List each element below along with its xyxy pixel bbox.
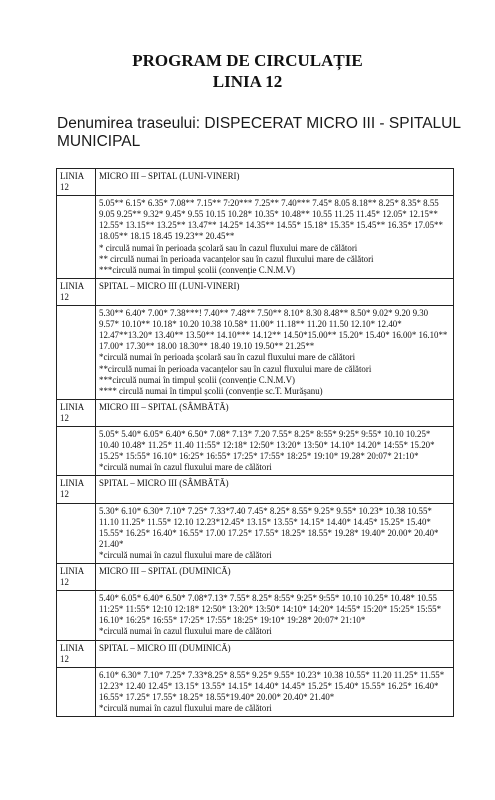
schedule-times-row: [57, 306, 454, 400]
schedule-times-row: [57, 426, 454, 475]
footnote: ** circulă numai în perioada vacanțelor sau în cazul fluxului mare de călători: [99, 253, 374, 264]
departure-times-cell: [96, 503, 454, 563]
footnote: *circulă numai în perioada școlară sau în cazul fluxului mare de călători: [99, 352, 356, 363]
footnote: ***circulă numai în timpul școlii (convenție C.N.M.V): [99, 264, 295, 275]
schedule-header-row: [57, 169, 454, 196]
departure-times-cell: [96, 306, 454, 400]
empty-cell: [57, 503, 96, 563]
line-number-cell: LINIA 12: [57, 640, 96, 667]
footnote: **circulă numai în perioada vacanțelor sau în cazul fluxului mare de călători: [99, 363, 372, 374]
schedule-header-row: [57, 399, 454, 426]
departure-times-cell: [96, 591, 454, 640]
empty-cell: [57, 306, 96, 400]
line-number-cell: LINIA 12: [57, 169, 96, 196]
schedule-times-row: [57, 196, 454, 279]
route-direction-header: MICRO III – SPITAL (LUNI-VINERI): [96, 169, 454, 196]
line-number-cell: LINIA 12: [57, 476, 96, 503]
route-direction-header: SPITAL – MICRO III (SÂMBĂTĂ): [96, 476, 454, 503]
schedule-header-row: [57, 476, 454, 503]
empty-cell: [57, 426, 96, 475]
route-direction-header: MICRO III – SPITAL (DUMINICĂ): [96, 564, 454, 591]
departure-times-cell: [96, 426, 454, 475]
schedule-times-row: [57, 503, 454, 563]
empty-cell: [57, 196, 96, 279]
footnote: **** circulă numai în timpul școlii (convenție sc.T. Murășanu): [99, 385, 323, 396]
footnote: * circulă numai în perioada școlară sau în cazul fluxului mare de călători: [99, 242, 358, 253]
footnote: ***circulă numai în timpul școlii (convenție C.N.M.V): [99, 374, 295, 385]
route-name: Denumirea traseului: DISPECERAT MICRO III - SPITALUL MUNICIPAL: [57, 115, 461, 150]
departure-times-cell: [96, 667, 454, 716]
footnote: *circulă numai în cazul fluxului mare de călători: [99, 703, 272, 714]
route-direction-header: SPITAL – MICRO III (DUMINICĂ): [96, 640, 454, 667]
footnote: *circulă numai în cazul fluxului mare de călători: [99, 462, 272, 473]
title-line-2: LINIA 12: [212, 72, 283, 91]
schedule-table: [56, 168, 454, 717]
departure-times: 5.05* 5.40* 6.05* 6.40* 6.50* 7.08* 7.13* 7.20 7.55* 8.25* 8:55* 9:25* 9:55* 10.10 10.25* 10.40 10.48* 11.25* 11.40 11:55* 12:18* 12:50* 13:20* 13:50* 14.10* 14.20* 14:55* 15.20* 15.25* 15:55* 16.10* 16:25* 16:55* 17:25* 17:55* 18:25* 19:10* 19.28* 20:07* 21:10*: [99, 428, 435, 462]
title-line-1: PROGRAM DE CIRCULAȚIE: [132, 51, 363, 70]
departure-times: 5.30* 6.10* 6.30* 7.10* 7.25* 7.33*7.40 7.45* 8.25* 8.55* 9.25* 9.55* 10.23* 10.38 10.55* 11.10 11.25* 11.55* 12.10 12.23*12.45* 13.15* 13.55* 14.15* 14.40* 14.45* 15.25* 15.40* 15.55* 16.25* 16.40* 16.55* 17.00 17.25* 17.55* 18.25* 18.55* 19.28* 19.40* 20.00* 20.40* 21.40*: [99, 505, 439, 549]
empty-cell: [57, 591, 96, 640]
route-direction-header: SPITAL – MICRO III (LUNI-VINERI): [96, 278, 454, 305]
schedule-header-row: [57, 278, 454, 305]
departure-times: 6.10* 6.30* 7.10* 7.25* 7.33*8.25* 8.55* 9.25* 9.55* 10.23* 10.38 10.55* 11.20 11.25* 11.55* 12.23* 12.40 12.45* 13.15* 13.55* 14.15* 14.40* 14.45* 15.25* 15.40* 15.55* 16.25* 16.40* 16.55* 17.25* 17.55* 18.25* 18.55*19.40* 20.00* 20.40* 21.40*: [99, 669, 445, 702]
departure-times: 5.30** 6.40* 7.00* 7.38***! 7.40** 7.48** 7.50** 8.10* 8.30 8.48** 8.50* 9.02* 9.20 9.30 9.57* 10.10** 10.18* 10.20 10.38 10.58* 11.00* 11.18** 11.20 11.50 12.10* 12.40* 12.47**13.20* 13.40** 13.50** 14.10*** 14.12** 14.50*15.00** 15.20* 15.40* 16.00* 16.10** 17.00* 17.30** 18.00 18.30** 18.40 19.10 19.50** 21.25**: [99, 308, 448, 352]
schedule-times-row: [57, 667, 454, 716]
route-direction-header: MICRO III – SPITAL (SÂMBĂTĂ): [96, 399, 454, 426]
document-title: [0, 50, 495, 92]
empty-cell: [57, 667, 96, 716]
footnote: *circulă numai în cazul fluxului mare de călători: [99, 549, 272, 560]
departure-times: 5.05** 6.15* 6.35* 7.08** 7.15** 7:20*** 7.25** 7.40*** 7.45* 8.05 8.18** 8.25* 8.35* 8.55 9.05 9.25** 9.32* 9.45* 9.55 10.15 10.28* 10.35* 10.48** 10.55 11.25 11.45* 12.05* 12.15** 12.55* 13.15** 13.25** 13.47** 14.25* 14.35** 14.55* 15.18* 15.35* 15.45** 16.35* 17.05** 18.05** 18.15 18.45 19.23** 20.45**: [99, 198, 443, 242]
departure-times-cell: [96, 196, 454, 279]
footnote: *circulă numai în cazul fluxului mare de călători: [99, 626, 272, 637]
schedule-header-row: [57, 640, 454, 667]
line-number-cell: LINIA 12: [57, 278, 96, 305]
schedule-times-row: [57, 591, 454, 640]
line-number-cell: LINIA 12: [57, 399, 96, 426]
departure-times: 5.40* 6.05* 6.40* 6.50* 7.08*7.13* 7.55* 8.25* 8:55* 9:25* 9:55* 10.10 10.25* 10.48* 10.55 11:25* 11:55* 12:10 12:18* 12:50* 13:20* 13:50* 14:10* 14:20* 14:55* 15:20* 15:25* 15:55* 16.10* 16:25* 16:55* 17:25* 17:55* 18:25* 19:10* 19:28* 20:07* 21:10*: [99, 593, 442, 626]
line-number-cell: LINIA 12: [57, 564, 96, 591]
schedule-header-row: [57, 564, 454, 591]
